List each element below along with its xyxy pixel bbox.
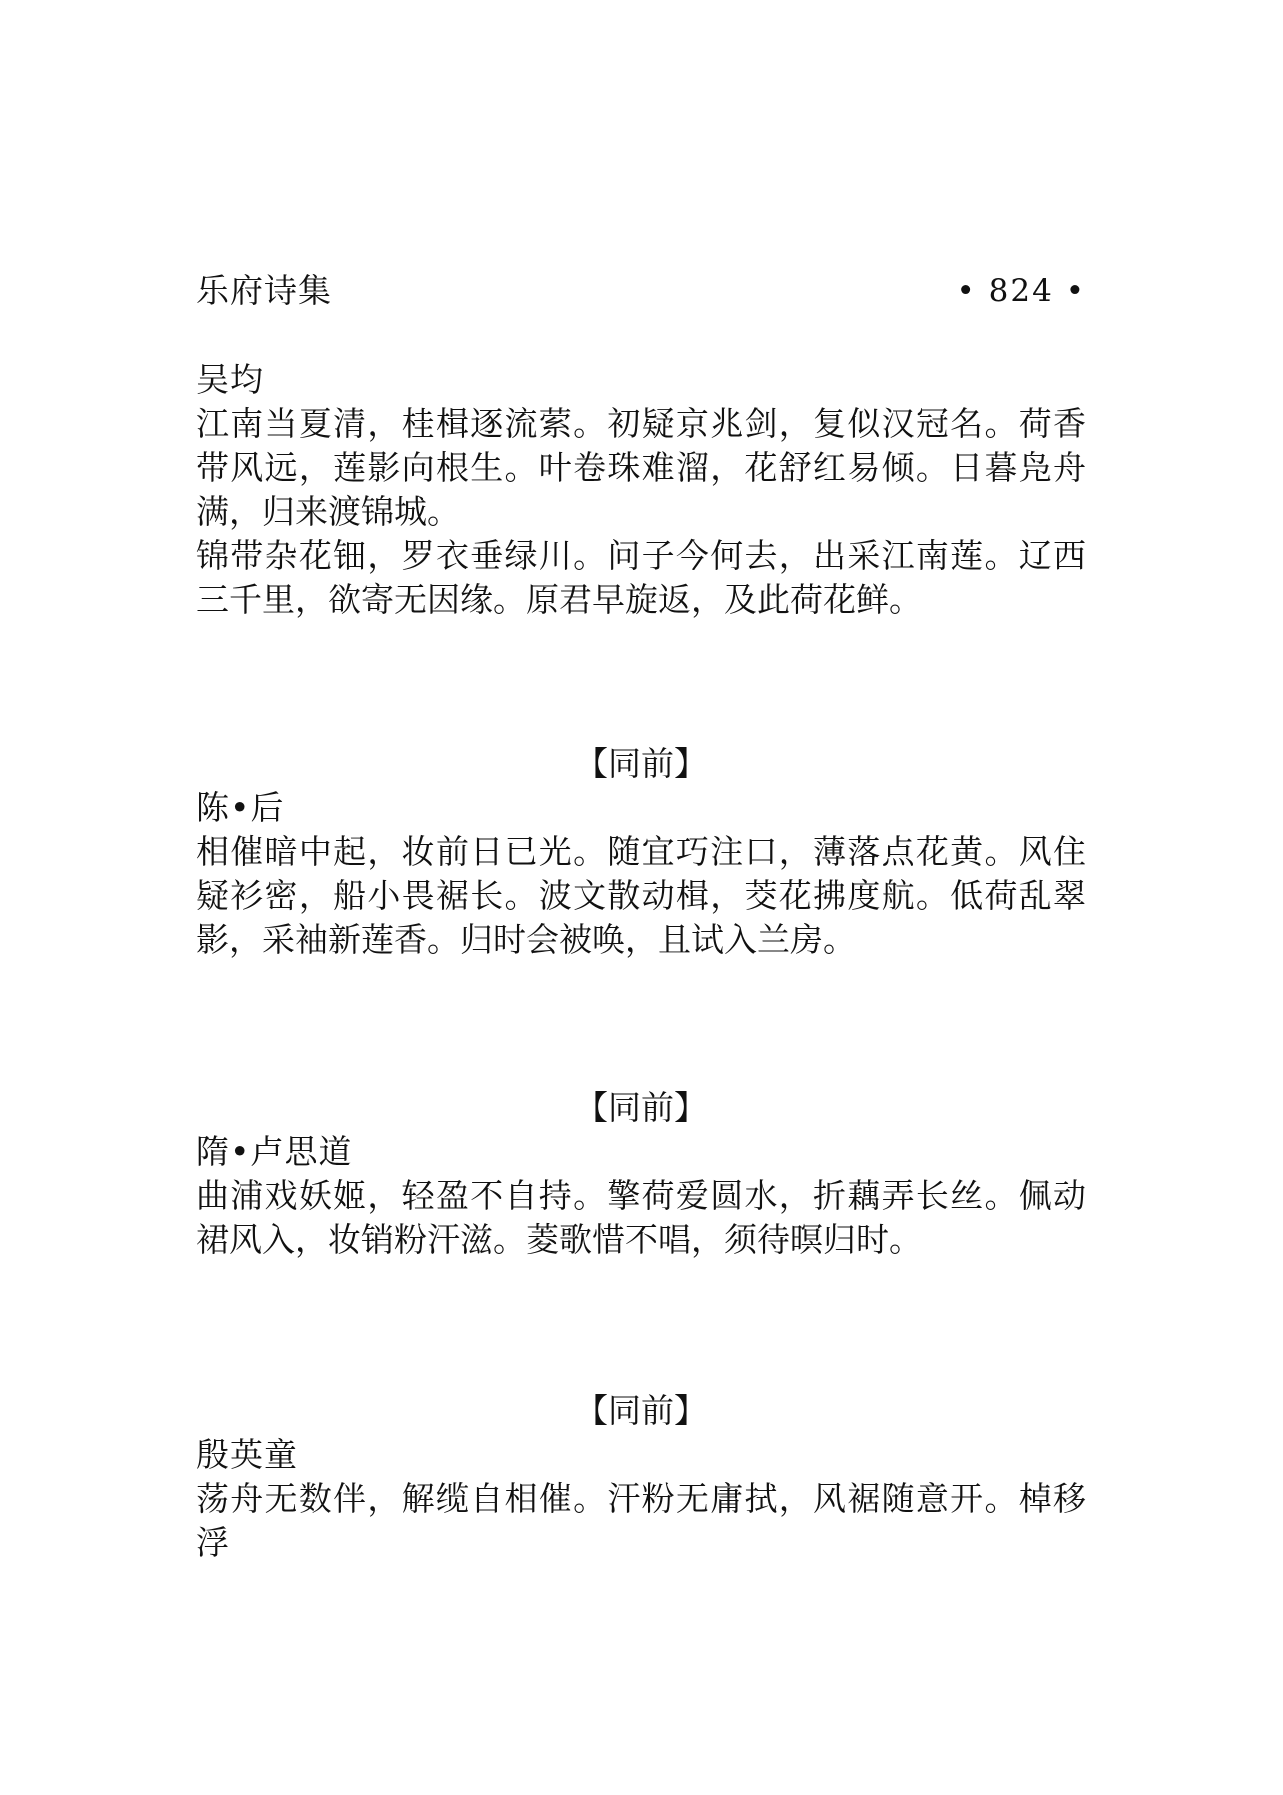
book-title: 乐府诗集 (196, 271, 332, 310)
poem-text: 荡舟无数伴，解缆自相催。汗粉无庸拭，风裾随意开。棹移浮 (196, 1479, 1086, 1562)
poem-section-4 (196, 1389, 1086, 1565)
poem-author: 陈•后 (196, 788, 285, 827)
poem-author: 隋•卢思道 (196, 1132, 353, 1171)
section-heading: 【同前】 (575, 744, 707, 783)
poem-text: 锦带杂花钿，罗衣垂绿川。问子今何去，出采江南莲。辽西三千里，欲寄无因缘。原君早旋返，及此荷花鲜。 (196, 536, 1086, 619)
page-header (196, 268, 1086, 314)
page-number: • 824 • (956, 273, 1086, 309)
poem-text: 江南当夏清，桂楫逐流萦。初疑京兆剑，复似汉冠名。荷香带风远，莲影向根生。叶卷珠难溜，花舒红易倾。日暮凫舟满，归来渡锦城。 (196, 404, 1086, 531)
poem-text: 曲浦戏妖姬，轻盈不自持。擎荷爱圆水，折藕弄长丝。佩动裙风入，妆销粉汗滋。菱歌惜不唱，须待暝归时。 (196, 1176, 1086, 1259)
poem-author: 吴均 (196, 360, 264, 399)
poem-text: 相催暗中起，妆前日已光。随宜巧注口，薄落点花黄。风住疑衫密，船小畏裾长。波文散动楫，茭花拂度航。低荷乱翠影，采袖新莲香。归时会被唤，且试入兰房。 (196, 832, 1086, 959)
poem-section-2 (196, 742, 1086, 962)
poem-author: 殷英童 (196, 1435, 298, 1474)
poem-section-3 (196, 1086, 1086, 1262)
poem-section-1 (196, 358, 1086, 622)
section-heading: 【同前】 (575, 1391, 707, 1430)
section-heading: 【同前】 (575, 1088, 707, 1127)
